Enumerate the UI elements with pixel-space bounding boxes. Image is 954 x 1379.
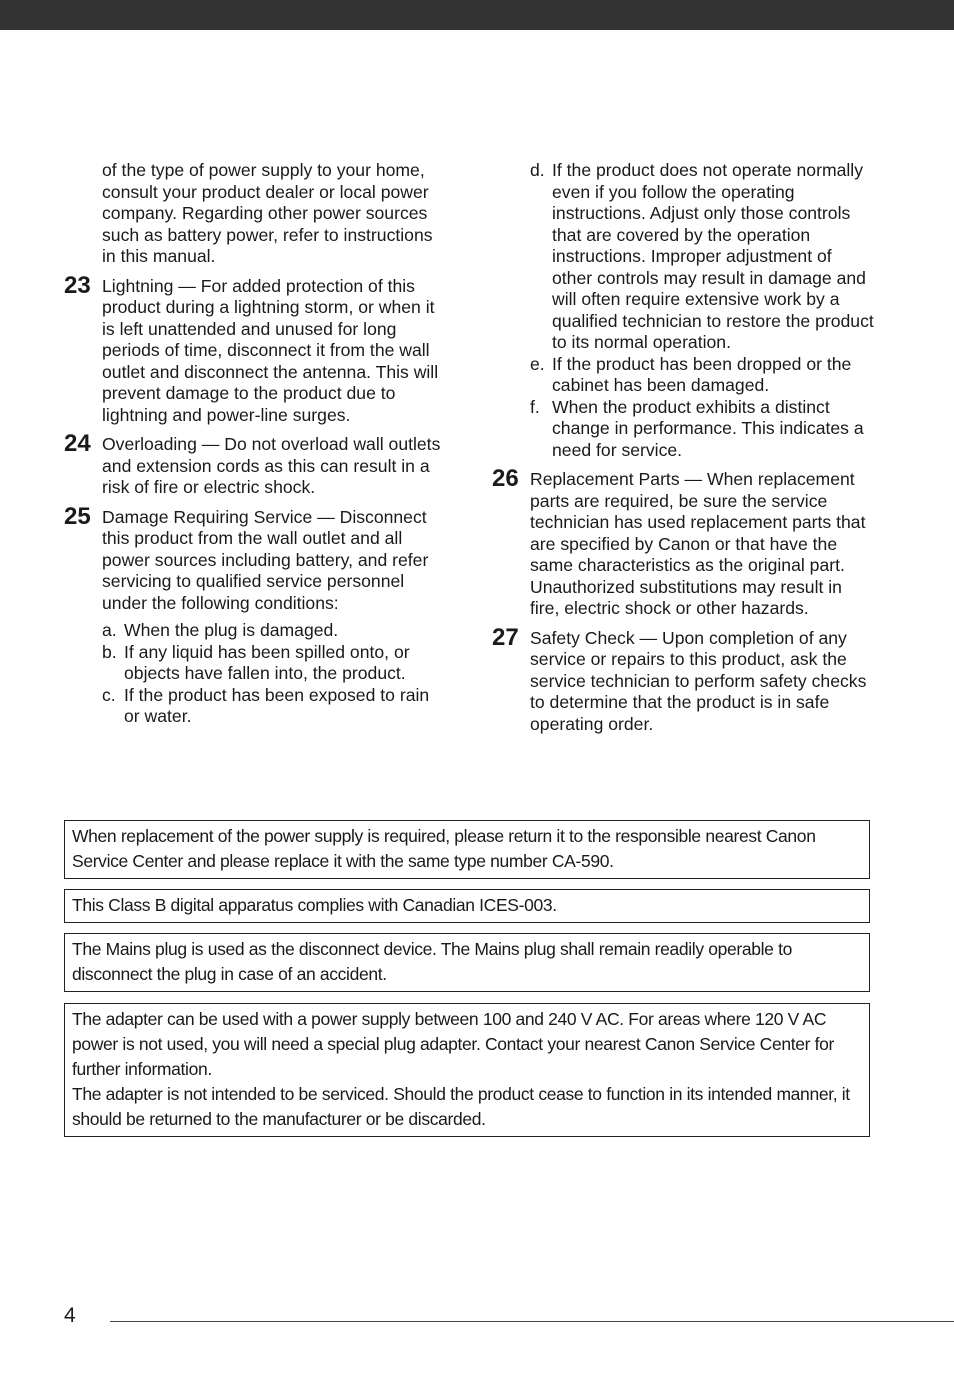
footer-divider bbox=[110, 1321, 954, 1322]
right-column bbox=[492, 160, 874, 743]
item-number: 23 bbox=[64, 271, 91, 299]
list-letter: a. bbox=[102, 620, 117, 640]
list-letter: d. bbox=[530, 160, 545, 180]
page-number: 4 bbox=[64, 1304, 76, 1327]
list-item bbox=[530, 160, 874, 354]
conditions-list bbox=[102, 620, 444, 728]
notice-text: When replacement of the power supply is required, please return it to the responsible nearest Canon Service Center and please replace it with the same type number CA-590. bbox=[72, 826, 816, 871]
list-text: If the product does not operate normally even if you follow the operating instructions. Adjust only those controls that are covered by the operation instructions. Improper adjustment of other controls may result in damage and will often require extensive work by a qualified technician to restore the product to its normal operation. bbox=[552, 160, 874, 352]
item-text: Replacement Parts — When replacement parts are required, be sure the service technician has used replacement parts that are specified by Canon or that have the same characteristics as the original part. Unauthorized substitutions may result in fire, electric shock or other hazards. bbox=[530, 469, 866, 618]
list-item bbox=[102, 642, 444, 685]
notice-text: The adapter can be used with a power supply between 100 and 240 V AC. For areas where 120 V AC power is not used, you will need a special plug adapter. Contact your nearest Canon Service Center for further information. bbox=[72, 1009, 834, 1079]
item-25-damage-requiring-service bbox=[64, 502, 444, 615]
list-item bbox=[102, 685, 444, 728]
list-item bbox=[530, 354, 874, 397]
item-number: 24 bbox=[64, 430, 91, 457]
list-text: If the product has been exposed to rain or water. bbox=[124, 684, 430, 726]
item-27-safety-check bbox=[492, 623, 874, 736]
intro-paragraph: of the type of power supply to your home, consult your product dealer or local power company. Regarding other power sources such as battery power, refer to instructions in this manual. bbox=[102, 160, 433, 266]
conditions-list-continued bbox=[530, 160, 874, 461]
notice-text: The adapter is not intended to be serviced. Should the product cease to function in its intended manner, it should be returned to the manufacturer or be discarded. bbox=[72, 1084, 850, 1129]
power-supply-notice bbox=[64, 820, 870, 879]
item-26-replacement-parts bbox=[492, 465, 874, 620]
item-text: Overloading — Do not overload wall outlets and extension cords as this can result in a risk of fire or electric shock. bbox=[102, 434, 441, 497]
item-text: Damage Requiring Service — Disconnect this product from the wall outlet and all power sources including battery, and refer servicing to qualified service personnel under the following conditions: bbox=[102, 506, 429, 613]
list-letter: f. bbox=[530, 396, 540, 417]
list-text: When the product exhibits a distinct change in performance. This indicates a need for service. bbox=[552, 396, 864, 460]
list-letter: c. bbox=[102, 684, 116, 705]
notice-text: The Mains plug is used as the disconnect device. The Mains plug shall remain readily operable to disconnect the plug in case of an accident. bbox=[72, 939, 792, 984]
adapter-notice bbox=[64, 1003, 870, 1137]
item-number: 26 bbox=[492, 465, 519, 492]
list-item bbox=[102, 620, 444, 642]
item-number: 25 bbox=[64, 502, 91, 530]
item-number: 27 bbox=[492, 623, 519, 651]
item-24-overloading bbox=[64, 430, 444, 499]
class-b-notice bbox=[64, 889, 870, 923]
item-text: Safety Check — Upon completion of any service or repairs to this product, ask the service technician to perform safety checks to determine that the product is in safe operating order. bbox=[530, 627, 867, 734]
mains-plug-notice bbox=[64, 933, 870, 992]
list-text: If the product has been dropped or the cabinet has been damaged. bbox=[552, 353, 852, 395]
list-item bbox=[530, 397, 874, 462]
list-text: If any liquid has been spilled onto, or objects have fallen into, the product. bbox=[124, 641, 410, 683]
header-bar bbox=[0, 0, 954, 30]
list-letter: b. bbox=[102, 641, 117, 662]
item-text: Lightning — For added protection of this product during a lightning storm, or when it is left unattended and unused for long periods of time, disconnect it from the wall outlet and disconnect the antenna. This will prevent damage to the product due to lightning and power-line surges. bbox=[102, 275, 439, 425]
list-letter: e. bbox=[530, 353, 545, 374]
item-23-lightning bbox=[64, 271, 444, 427]
left-column bbox=[64, 160, 444, 736]
notice-text: This Class B digital apparatus complies with Canadian ICES-003. bbox=[72, 895, 557, 915]
list-text: When the plug is damaged. bbox=[124, 620, 339, 640]
